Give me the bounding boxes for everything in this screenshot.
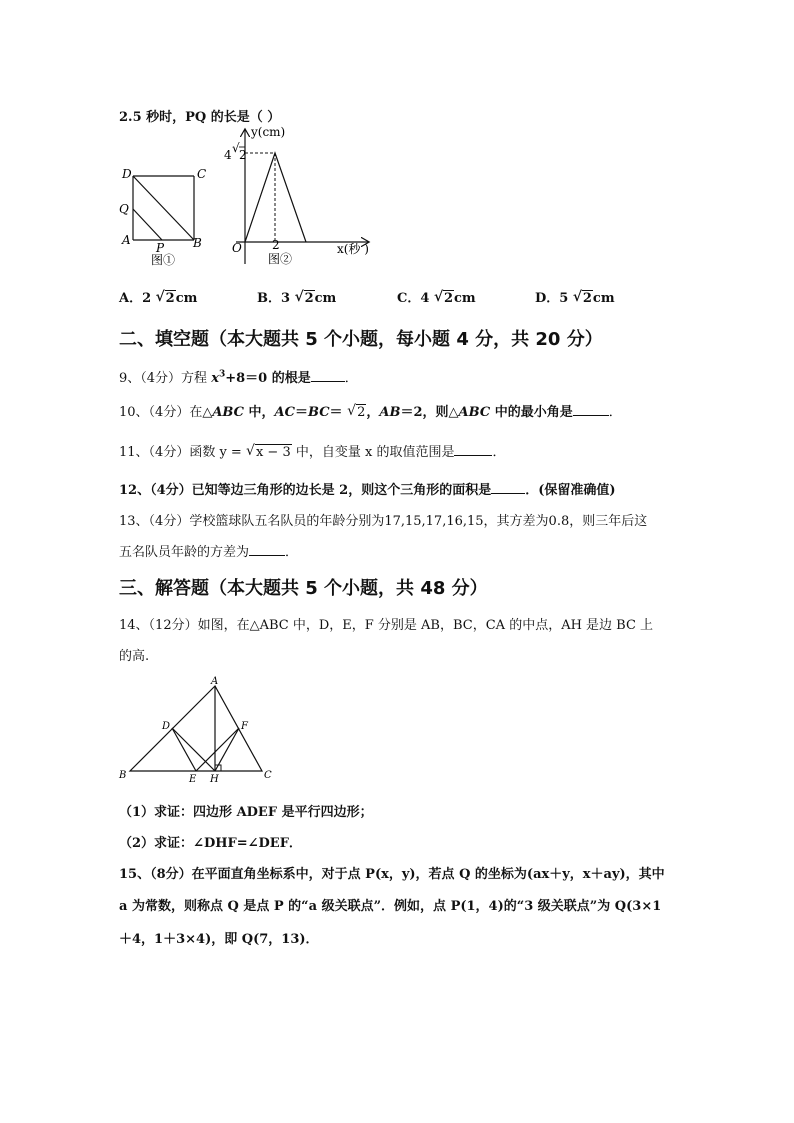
answer-blank[interactable]: [573, 403, 609, 416]
fig2-xtick: 2: [272, 238, 280, 252]
fig1-caption: 图①: [151, 253, 176, 267]
question-9: 9、（4分）方程 $x^3+8=0$ 的根是 ．: [119, 369, 358, 386]
fig3-label-H: H: [210, 774, 219, 785]
question-14-part-2: （2）求证：∠DHF=∠DEF．: [119, 836, 302, 851]
fig3-label-D: D: [162, 721, 171, 732]
option-d[interactable]: D．5 √ 2cm: [535, 287, 615, 306]
fig3-label-F: F: [241, 721, 248, 732]
question-13-line-2: 五名队员年龄的方差为 ．: [119, 545, 299, 560]
fig2-ytick-coef: 4: [224, 148, 232, 162]
question-14-line-2: 的高.: [119, 649, 150, 664]
fig2-origin: O: [232, 241, 242, 255]
fig1-label-D: D: [122, 167, 132, 181]
question-14-part-1: （1）求证：四边形 ADEF 是平行四边形；: [119, 805, 373, 820]
fig1-label-C: C: [197, 167, 207, 181]
fig3-label-C: C: [264, 770, 272, 781]
section-2-heading: 二、填空题（本大题共 5 个小题，每小题 4 分，共 20 分）: [119, 329, 603, 350]
fig2-ytick-radical-sign: √: [232, 141, 240, 155]
fig2-ytick-rad: 2: [239, 148, 247, 162]
fig3-label-A: A: [211, 676, 219, 687]
option-b[interactable]: B．3 √ 2cm: [257, 287, 336, 306]
fig2-xlabel: x(秒 ): [337, 242, 369, 256]
question-14-line-1: 14、（12分）如图，在△ABC 中，D，E，F 分别是 AB，BC，CA 的中点，AH 是边 BC 上: [119, 618, 654, 633]
figure-1-square: [112, 160, 222, 272]
fig3-label-E: E: [189, 774, 197, 785]
option-a[interactable]: A．2 √ 2cm: [119, 287, 197, 306]
answer-blank[interactable]: [454, 443, 492, 456]
fig2-caption: 图②: [268, 252, 293, 266]
question-15-line-3: ＋4，1＋3×4)，即 Q(7，13)．: [119, 932, 319, 947]
answer-blank[interactable]: [249, 543, 285, 556]
figure-3-triangle: [112, 672, 282, 787]
fig1-label-B: B: [193, 236, 202, 250]
fig1-label-Q: Q: [119, 202, 129, 216]
fig2-ylabel: y(cm): [251, 125, 286, 139]
question-15-line-2: a 为常数，则称点 Q 是点 P 的“a 级关联点”．例如，点 P(1，4)的“3 级关联点”为 Q(3×1: [119, 899, 662, 914]
section-3-heading: 三、解答题（本大题共 5 个小题，共 48 分）: [119, 578, 488, 599]
question-15-line-1: 15、（8分）在平面直角坐标系中，对于点 P(x，y)，若点 Q 的坐标为(ax＋y，x＋ay)，其中: [119, 867, 665, 882]
answer-blank[interactable]: [491, 481, 525, 494]
question-11: 11、（4分）函数 y = √ x − 3 中，自变量 x 的取值范围是 ．: [119, 441, 505, 460]
fig3-label-B: B: [119, 770, 127, 781]
answer-blank[interactable]: [311, 369, 345, 382]
figure-2-graph: [218, 124, 388, 272]
fig1-label-A: A: [122, 233, 131, 247]
fig1-label-P: P: [156, 241, 165, 255]
question-8-tail: 2.5 秒时，PQ 的长是（ ）: [119, 110, 281, 125]
question-12: 12、（4分）已知等边三角形的边长是 2，则这个三角形的面积是 ．(保留准确值): [119, 483, 616, 498]
question-10: 10、（4分）在△ABC 中，AC＝BC＝ √ 2，AB＝2，则△ABC 中的最小角是 ．: [119, 401, 622, 420]
question-13-line-1: 13、（4分）学校篮球队五名队员的年龄分别为17,15,17,16,15，其方差为0.8，则三年后这: [119, 514, 648, 529]
option-c[interactable]: C．4 √ 2cm: [397, 287, 476, 306]
